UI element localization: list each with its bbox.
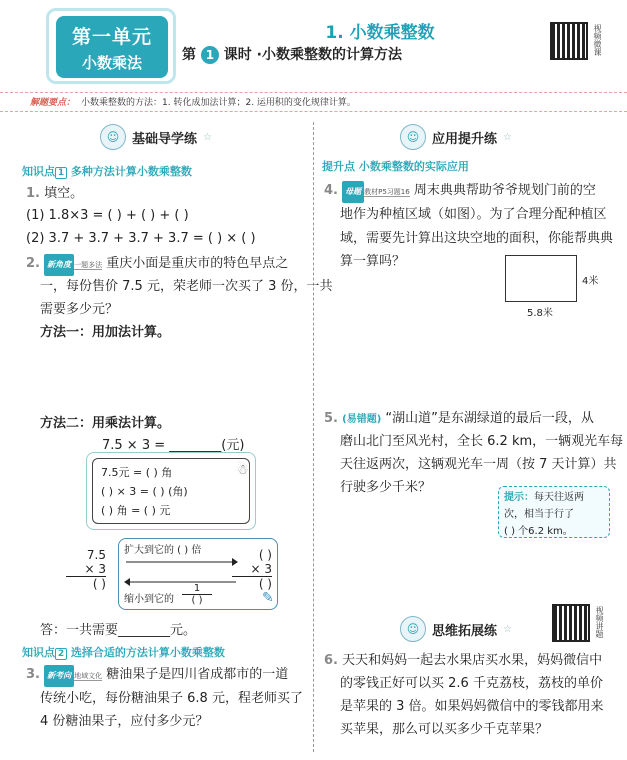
question-3-line-2: 传统小吃，每份糖油果子 6.8 元，程老师买了 xyxy=(40,691,303,706)
keypoints-bar xyxy=(0,92,627,112)
rect-height-label: 4米 xyxy=(582,276,599,287)
unit-title: 第一单元 xyxy=(71,26,152,48)
question-4-line-3: 域，需要先计算出这块空地的面积，你能帮典典 xyxy=(340,231,614,246)
mascot-icon: ☺ xyxy=(100,124,126,150)
scale-arrows xyxy=(120,556,240,590)
question-6-line-2: 的零钱正好可以买 2.6 千克荔枝，荔枝的单价 xyxy=(340,676,603,691)
knowledge-point-2: 知识点 2 选择合适的方法计算小数乘整数 xyxy=(22,646,225,659)
vertical-calc-2: ( ) × 3 ( ) xyxy=(232,548,272,591)
question-6: 6. 天天和妈妈一起去水果店买水果，妈妈微信中 xyxy=(324,653,603,668)
keypoints-text: 小数乘整数的方法：1. 转化成加法计算；2. 运用积的变化规律计算。 xyxy=(81,98,356,108)
mascot-icon: ☺ xyxy=(400,616,426,642)
qr-code-icon[interactable] xyxy=(552,604,590,642)
method-1-label: 方法一：用加法计算。 xyxy=(40,325,171,340)
question-4-line-2: 地作为种植区域（如图）。为了合理分配种植区 xyxy=(340,207,607,222)
question-3: 3. 新考向 地域文化 糖油果子是四川省成都市的一道 xyxy=(26,664,288,687)
star-icon: ☆ xyxy=(503,131,512,143)
page-title: 1. 小数乘整数 xyxy=(325,23,435,43)
section-title: 思维拓展练 xyxy=(432,623,498,639)
error-prone-badge: (易错题) xyxy=(342,414,382,425)
unit-subtitle: 小数乘法 xyxy=(81,54,142,72)
lesson-title: 第 1 课时 ·小数乘整数的计算方法 xyxy=(182,47,402,63)
lesson-number: 1 xyxy=(201,46,219,64)
section-basic xyxy=(100,124,212,150)
new-direction-badge: 新考向 xyxy=(44,665,74,687)
section-title: 应用提升练 xyxy=(432,131,498,147)
knowledge-point-1: 知识点 1 多种方法计算小数乘整数 xyxy=(22,165,192,178)
star-icon: ☆ xyxy=(503,623,512,635)
pencil-icon: ✎ xyxy=(262,590,274,606)
question-5-line-4: 行驶多少千米？ xyxy=(340,480,432,495)
section-applied xyxy=(400,124,512,150)
rect-width-label: 5.8米 xyxy=(527,308,553,319)
qr-code-icon[interactable] xyxy=(550,22,588,60)
qr-label: 视频微课 xyxy=(593,24,602,56)
question-2: 2. 新角度 一题多法 重庆小面是重庆市的特色早点之 xyxy=(26,253,288,276)
section-thinking xyxy=(400,616,512,642)
question-6-line-4: 买苹果，那么可以买多少千克苹果？ xyxy=(340,722,549,737)
fraction: 1 ( ) xyxy=(182,583,212,606)
question-1-part-2: (2) 3.7 + 3.7 + 3.7 + 3.7 = ( ) × ( ) xyxy=(26,231,256,246)
vertical-calc-1: 7.5 × 3 ( ) xyxy=(66,548,106,591)
question-1-part-1: (1) 1.8×3 = ( ) + ( ) + ( ) xyxy=(26,208,189,223)
keypoints-label: 解题要点： xyxy=(30,98,76,108)
section-title: 基础导学练 xyxy=(132,131,198,147)
question-2-line-2: 一，每份售价 7.5 元，荣老师一次买了 3 份，一共 xyxy=(40,279,333,294)
question-4: 4. 母题 教材P5习题16 周末典典帮助爷爷规划门前的空 xyxy=(324,180,596,203)
question-4-line-4: 算一算吗？ xyxy=(340,254,406,269)
question-3-line-3: 4 份糖油果子，应付多少元？ xyxy=(40,714,209,729)
question-5: 5. (易错题) “湖山道”是东湖绿道的最后一段，从 xyxy=(324,411,594,426)
hint-box: 提示：每天往返两 次，相当于行了 ( ) 个6.2 km。 xyxy=(498,486,610,538)
mother-question-badge: 母题 xyxy=(342,181,364,203)
arrow-down-label: 缩小到它的 xyxy=(124,594,174,605)
question-5-line-2: 磨山北门至风光村，全长 6.2 km，一辆观光车每 xyxy=(340,434,624,449)
question-6-line-3: 是苹果的 3 倍。如果妈妈微信中的零钱都用来 xyxy=(340,699,604,714)
arrow-up-label: 扩大到它的 ( ) 倍 xyxy=(124,545,202,556)
plot-rectangle xyxy=(505,255,577,302)
calc-line: 7.5 × 3 = ________(元) xyxy=(102,438,245,453)
hint-label: 提示： xyxy=(504,492,534,503)
conversion-box: 7.5元 = ( ) 角 ( ) × 3 = ( ) (角) ( ) 角 = ( ) 元 xyxy=(92,458,250,524)
method-2-label: 方法二：用乘法计算。 xyxy=(40,416,171,431)
column-divider xyxy=(313,122,314,752)
new-angle-badge: 新角度 xyxy=(44,254,74,276)
question-1: 1. 填空。 xyxy=(26,186,84,201)
question-2-line-3: 需要多少元？ xyxy=(40,302,119,317)
improvement-point: 提升点 小数乘整数的实际应用 xyxy=(322,160,469,173)
question-5-line-3: 天往返两次，这辆观光车一周（按 7 天计算）共 xyxy=(340,457,617,472)
mascot-small-icon: ☃ xyxy=(236,462,249,478)
mascot-icon: ☺ xyxy=(400,124,426,150)
star-icon: ☆ xyxy=(203,131,212,143)
qr-label: 视频讲题 xyxy=(595,606,604,638)
answer-line: 答：一共需要________元。 xyxy=(40,623,197,638)
unit-badge xyxy=(56,16,168,78)
